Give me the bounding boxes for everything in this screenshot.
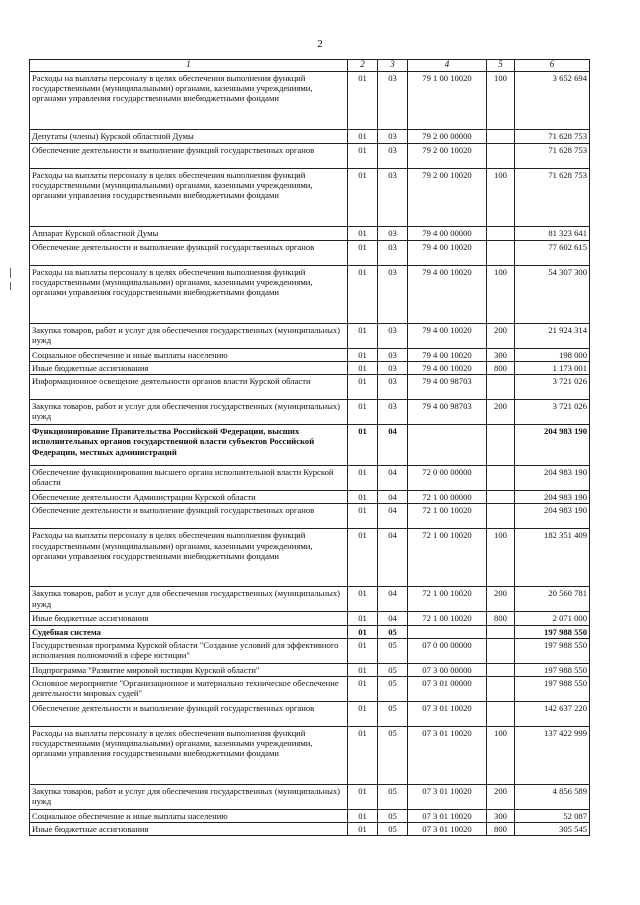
item-name: Подпрограмма "Развитие мировой юстиции Курской области" [30,663,348,676]
table-body [30,72,590,836]
table-row [30,676,590,701]
expense-type-code: 100 [487,266,515,324]
amount: 197 988 550 [515,638,590,663]
expense-type-code [487,227,515,241]
section-code: 01 [348,324,378,349]
item-name: Основное мероприятие "Организационное и материально техническое обеспечение деятельности мировых судей" [30,676,348,701]
header-cell: 6 [515,60,590,72]
target-article-code: 72 1 00 00000 [408,491,487,504]
subsection-code: 03 [378,375,408,400]
amount: 197 988 550 [515,625,590,638]
expense-type-code [487,676,515,701]
section-code: 01 [348,663,378,676]
amount: 71 628 753 [515,169,590,227]
expense-type-code: 300 [487,809,515,822]
item-name: Иные бюджетные ассигнования [30,822,348,835]
amount: 71 628 753 [515,130,590,144]
section-code: 01 [348,266,378,324]
expense-type-code [487,638,515,663]
expense-type-code: 100 [487,726,515,784]
amount: 198 000 [515,349,590,362]
table-row [30,701,590,726]
amount: 204 983 190 [515,466,590,491]
table-row [30,663,590,676]
subsection-code: 04 [378,529,408,587]
subsection-code: 03 [378,169,408,227]
target-article-code: 72 1 00 10020 [408,504,487,529]
budget-table [29,59,590,836]
section-code: 01 [348,466,378,491]
amount: 21 924 314 [515,324,590,349]
target-article-code: 79 4 00 10020 [408,362,487,375]
table-row [30,784,590,809]
expense-type-code [487,701,515,726]
subsection-code: 03 [378,324,408,349]
expense-type-code [487,144,515,169]
section-code: 01 [348,491,378,504]
subsection-code: 03 [378,266,408,324]
table-row [30,227,590,241]
subsection-code: 03 [378,72,408,130]
expense-type-code: 800 [487,822,515,835]
table-row [30,362,590,375]
item-name: Иные бюджетные ассигнования [30,362,348,375]
table-row [30,349,590,362]
section-code: 01 [348,676,378,701]
amount: 77 602 615 [515,241,590,266]
table-row [30,809,590,822]
header-cell: 3 [378,60,408,72]
target-article-code: 79 2 00 10020 [408,144,487,169]
expense-type-code: 100 [487,169,515,227]
expense-type-code [487,504,515,529]
section-code: 01 [348,701,378,726]
expense-type-code: 200 [487,324,515,349]
amount: 197 988 550 [515,663,590,676]
section-code: 01 [348,144,378,169]
table-row [30,130,590,144]
header-row [30,60,590,72]
amount: 54 307 300 [515,266,590,324]
expense-type-code: 100 [487,72,515,130]
amount: 71 628 753 [515,144,590,169]
section-code: 01 [348,784,378,809]
amount: 305 545 [515,822,590,835]
target-article-code: 79 4 00 98703 [408,375,487,400]
table-row [30,425,590,466]
target-article-code: 07 3 01 10020 [408,822,487,835]
target-article-code: 07 3 00 00000 [408,663,487,676]
subsection-code: 03 [378,349,408,362]
expense-type-code: 200 [487,400,515,425]
item-name: Обеспечение деятельности и выполнение функций государственных органов [30,504,348,529]
item-name: Депутаты (члены) Курской областной Думы [30,130,348,144]
section-code: 01 [348,726,378,784]
section-code: 01 [348,529,378,587]
subsection-code: 05 [378,663,408,676]
target-article-code [408,425,487,466]
amount: 204 983 190 [515,491,590,504]
subsection-code: 05 [378,676,408,701]
subsection-code: 03 [378,144,408,169]
section-code: 01 [348,822,378,835]
section-code: 01 [348,587,378,612]
subsection-code: 04 [378,466,408,491]
table-row [30,625,590,638]
target-article-code: 07 3 01 00000 [408,676,487,701]
subsection-code: 03 [378,227,408,241]
table-row [30,72,590,130]
subsection-code: 04 [378,425,408,466]
subsection-code: 05 [378,809,408,822]
margin-mark [10,282,11,290]
expense-type-code [487,625,515,638]
table-row [30,466,590,491]
item-name: Закупка товаров, работ и услуг для обеспечения государственных (муниципальных) нужд [30,587,348,612]
target-article-code: 07 3 01 10020 [408,701,487,726]
target-article-code: 79 1 00 10020 [408,72,487,130]
expense-type-code [487,241,515,266]
item-name: Закупка товаров, работ и услуг для обеспечения государственных (муниципальных) нужд [30,400,348,425]
amount: 81 323 641 [515,227,590,241]
amount: 204 983 190 [515,504,590,529]
header-cell: 5 [487,60,515,72]
expense-type-code: 800 [487,362,515,375]
page-number: 2 [317,38,323,50]
target-article-code: 72 0 00 00000 [408,466,487,491]
target-article-code: 07 0 00 00000 [408,638,487,663]
target-article-code: 07 3 01 10020 [408,726,487,784]
table-row [30,638,590,663]
table-row [30,822,590,835]
expense-type-code: 300 [487,349,515,362]
amount: 3 652 694 [515,72,590,130]
subsection-code: 05 [378,638,408,663]
target-article-code: 72 1 00 10020 [408,587,487,612]
target-article-code: 79 4 00 10020 [408,324,487,349]
subsection-code: 05 [378,701,408,726]
item-name: Информационное освещение деятельности органов власти Курской области [30,375,348,400]
subsection-code: 04 [378,504,408,529]
expense-type-code: 100 [487,529,515,587]
section-code: 01 [348,130,378,144]
target-article-code: 79 4 00 98703 [408,400,487,425]
subsection-code: 04 [378,587,408,612]
target-article-code: 72 1 00 10020 [408,529,487,587]
section-code: 01 [348,425,378,466]
target-article-code: 07 3 01 10020 [408,784,487,809]
table-row [30,491,590,504]
subsection-code: 03 [378,400,408,425]
subsection-code: 05 [378,784,408,809]
item-name: Расходы на выплаты персоналу в целях обеспечения выполнения функций государственными (муниципальными) органами, казенными учреждениями, органами управления государственными внебюджетными фондами [30,169,348,227]
table-row [30,324,590,349]
item-name: Обеспечение деятельности и выполнение функций государственных органов [30,701,348,726]
subsection-code: 05 [378,726,408,784]
table-row [30,266,590,324]
section-code: 01 [348,809,378,822]
target-article-code: 79 4 00 10020 [408,266,487,324]
section-code: 01 [348,612,378,625]
expense-type-code [487,663,515,676]
item-name: Обеспечение деятельности и выполнение функций государственных органов [30,144,348,169]
amount: 20 560 781 [515,587,590,612]
table-row [30,169,590,227]
target-article-code: 79 4 00 00000 [408,227,487,241]
expense-type-code [487,491,515,504]
amount: 182 351 409 [515,529,590,587]
amount: 4 856 589 [515,784,590,809]
amount: 197 988 550 [515,676,590,701]
subsection-code: 03 [378,130,408,144]
item-name: Расходы на выплаты персоналу в целях обеспечения выполнения функций государственными (муниципальными) органами, казенными учреждениями, органами управления государственными внебюджетными фондами [30,266,348,324]
subsection-code: 03 [378,362,408,375]
amount: 3 721 026 [515,375,590,400]
item-name: Обеспечение функционирования высшего органа исполнительной власти Курской области [30,466,348,491]
amount: 204 983 190 [515,425,590,466]
item-name: Расходы на выплаты персоналу в целях обеспечения выполнения функций государственными (муниципальными) органами, казенными учреждениями, органами управления государственными внебюджетными фондами [30,529,348,587]
table-row [30,726,590,784]
subsection-code: 04 [378,612,408,625]
table-row [30,375,590,400]
target-article-code: 79 2 00 10020 [408,169,487,227]
header-cell: 4 [408,60,487,72]
target-article-code: 72 1 00 10020 [408,612,487,625]
item-name: Обеспечение деятельности и выполнение функций государственных органов [30,241,348,266]
amount: 52 087 [515,809,590,822]
table-row [30,612,590,625]
section-code: 01 [348,504,378,529]
item-name: Расходы на выплаты персоналу в целях обеспечения выполнения функций государственными (муниципальными) органами, казенными учреждениями, органами управления государственными внебюджетными фондами [30,72,348,130]
item-name: Социальное обеспечение и иные выплаты населению [30,349,348,362]
section-code: 01 [348,400,378,425]
target-article-code: 79 2 00 00000 [408,130,487,144]
section-code: 01 [348,72,378,130]
table-row [30,400,590,425]
section-code: 01 [348,169,378,227]
subsection-code: 04 [378,491,408,504]
item-name: Социальное обеспечение и иные выплаты населению [30,809,348,822]
section-code: 01 [348,227,378,241]
expense-type-code [487,375,515,400]
expense-type-code [487,466,515,491]
item-name: Обеспечение деятельности Администрации Курской области [30,491,348,504]
target-article-code: 07 3 01 10020 [408,809,487,822]
amount: 2 071 000 [515,612,590,625]
item-name: Закупка товаров, работ и услуг для обеспечения государственных (муниципальных) нужд [30,324,348,349]
item-name: Функционирование Правительства Российской Федерации, высших исполнительных органов государственной власти субъектов Российской Федерации, местных администраций [30,425,348,466]
expense-type-code: 200 [487,784,515,809]
section-code: 01 [348,375,378,400]
amount: 1 173 001 [515,362,590,375]
table-row [30,241,590,266]
subsection-code: 05 [378,822,408,835]
section-code: 01 [348,362,378,375]
amount: 142 637 220 [515,701,590,726]
expense-type-code [487,425,515,466]
subsection-code: 05 [378,625,408,638]
item-name: Иные бюджетные ассигнования [30,612,348,625]
table-row [30,587,590,612]
header-cell: 2 [348,60,378,72]
section-code: 01 [348,349,378,362]
item-name: Аппарат Курской областной Думы [30,227,348,241]
target-article-code [408,625,487,638]
table-row [30,504,590,529]
table-row [30,144,590,169]
item-name: Судебная система [30,625,348,638]
section-code: 01 [348,625,378,638]
item-name: Расходы на выплаты персоналу в целях обеспечения выполнения функций государственными (муниципальными) органами, казенными учреждениями, органами управления государственными внебюджетными фондами [30,726,348,784]
expense-type-code: 800 [487,612,515,625]
expense-type-code [487,130,515,144]
amount: 137 422 999 [515,726,590,784]
expense-type-code: 200 [487,587,515,612]
amount: 3 721 026 [515,400,590,425]
table-row [30,529,590,587]
subsection-code: 03 [378,241,408,266]
header-cell: 1 [30,60,348,72]
target-article-code: 79 4 00 10020 [408,349,487,362]
item-name: Закупка товаров, работ и услуг для обеспечения государственных (муниципальных) нужд [30,784,348,809]
item-name: Государственная программа Курской области "Создание условий для эффективного исполнения полномочий в сфере юстиции" [30,638,348,663]
section-code: 01 [348,638,378,663]
section-code: 01 [348,241,378,266]
margin-mark [10,268,11,278]
target-article-code: 79 4 00 10020 [408,241,487,266]
